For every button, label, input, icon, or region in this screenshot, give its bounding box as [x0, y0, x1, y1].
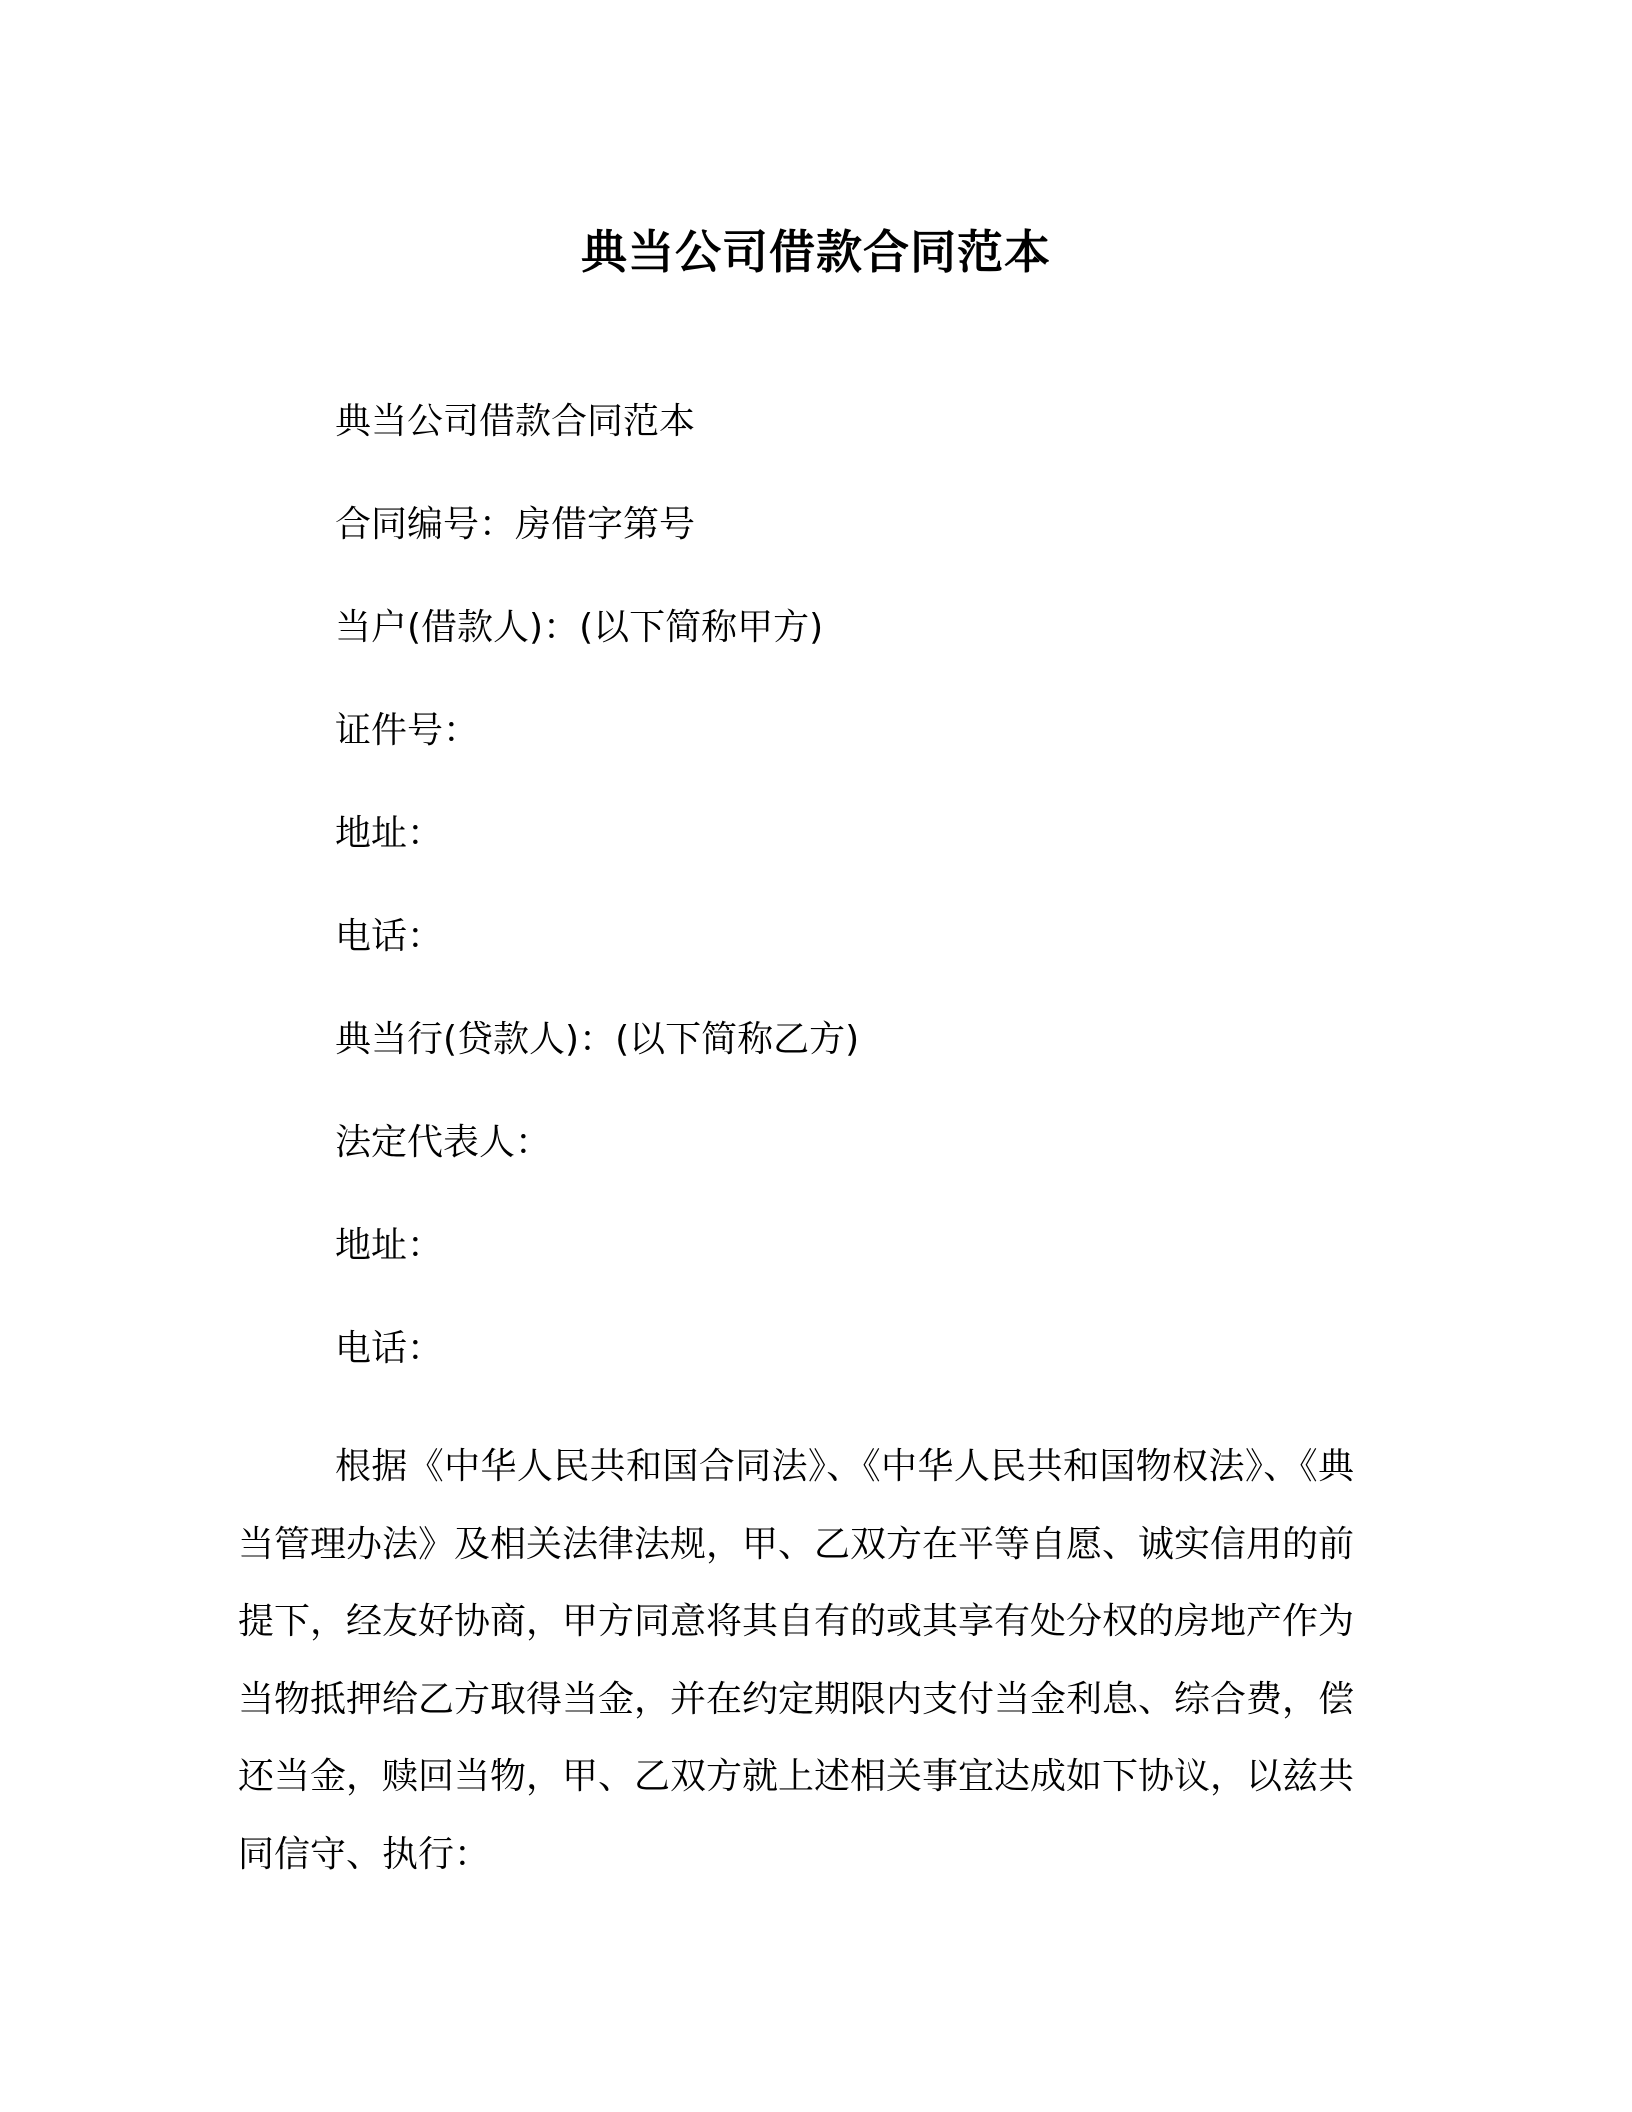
contract-number-line: 合同编号：房借字第号 — [335, 504, 696, 545]
borrower-address-line: 地址： — [335, 813, 444, 854]
subtitle-line: 典当公司借款合同范本 — [335, 401, 696, 442]
agreement-paragraph: 根据《中华人民共和国合同法》、《中华人民共和国物权法》、《典当管理办法》及相关法律法规，甲、乙双方在平等自愿、诚实信用的前提下，经友好协商，甲方同意将其自有的或其享有处分权的房地产作为当物抵押给乙方取得当金，并在约定期限内支付当金利息、综合费，偿还当金，赎回当物，甲、乙双方就上述相关事宜达成如下协议，以兹共同信守、执行： — [238, 1446, 1355, 1875]
borrower-line: 当户(借款人)：(以下简称甲方) — [335, 607, 824, 648]
legal-representative-line: 法定代表人： — [335, 1122, 552, 1163]
document-title: 典当公司借款合同范本 — [581, 225, 1051, 279]
lender-line: 典当行(贷款人)：(以下简称乙方) — [335, 1019, 860, 1060]
borrower-phone-line: 电话： — [335, 916, 444, 957]
lender-phone-line: 电话： — [335, 1328, 444, 1369]
id-number-line: 证件号： — [335, 710, 480, 751]
lender-address-line: 地址： — [335, 1225, 444, 1266]
